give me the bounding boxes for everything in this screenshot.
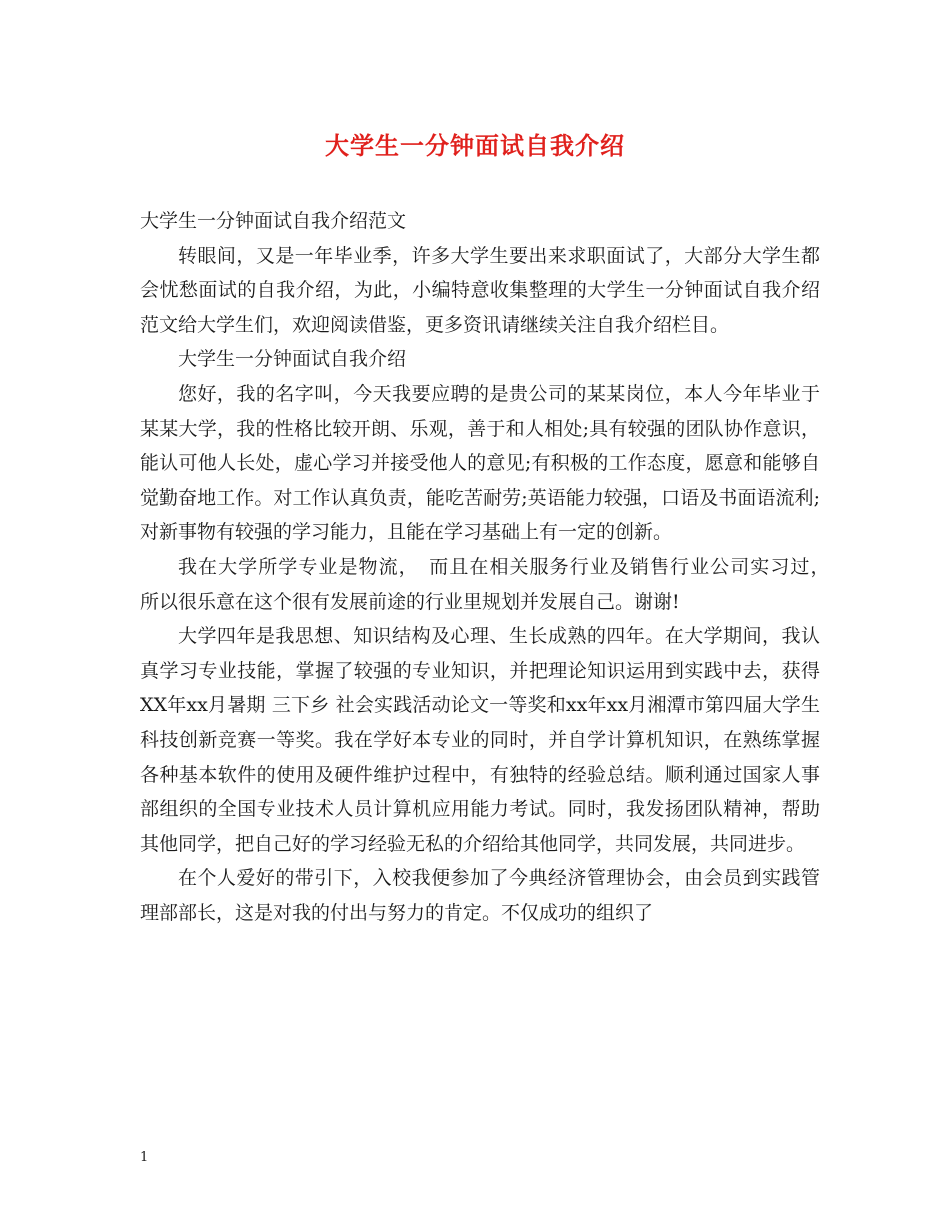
paragraph-major: 我在大学所学专业是物流， 而且在相关服务行业及销售行业公司实习过， 所以很乐意在这个很有发展前途的行业里规划并发展自己。谢谢! — [140, 555, 840, 613]
document-body — [140, 204, 840, 930]
paragraph-intro: 转眼间，又是一年毕业季，许多大学生要出来求职面试了，大部分大学生都会忧愁面试的自我介绍，为此，小编特意收集整理的大学生一分钟面试自我介绍范文给大学生们，欢迎阅读借鉴，更多资讯请继续关注自我介绍栏目。 — [140, 244, 820, 336]
paragraph-hobbies: 在个人爱好的带引下，入校我便参加了今典经济管理协会，由会员到实践管理部部长，这是对我的付出与努力的肯定。不仅成功的组织了 — [140, 867, 820, 924]
paragraph-subtitle: 大学生一分钟面试自我介绍范文 — [140, 210, 407, 232]
paragraph-university-years: 大学四年是我思想、知识结构及心理、生长成熟的四年。在大学期间，我认真学习专业技能，掌握了较强的专业知识，并把理论知识运用到实践中去，获得XX年xx月暑期 三下乡 社会实践活动论文一等奖和xx年xx月湘潭市第四届大学生科技创新竞赛一等奖。我在学好本专业的同时，并自学计算机知识，在熟练掌握各种基本软件的使用及硬件维护过程中，有独特的经验总结。顺利通过国家人事部组织的全国专业技术人员计算机应用能力考试。同时，我发扬团队精神，帮助其他同学，把自己好的学习经验无私的介绍给其他同学，共同发展，共同进步。 — [140, 625, 820, 855]
paragraph-greeting: 您好，我的名字叫，今天我要应聘的是贵公司的某某岗位，本人今年毕业于某某大学，我的性格比较开朗、乐观，善于和人相处;具有较强的团队协作意识，能认可他人长处，虚心学习并接受他人的意见;有积极的工作态度，愿意和能够自觉勤奋地工作。对工作认真负责，能吃苦耐劳;英语能力较强，口语及书面语流利;对新事物有较强的学习能力，且能在学习基础上有一定的创新。 — [140, 382, 820, 544]
paragraph-section-heading: 大学生一分钟面试自我介绍 — [178, 348, 407, 371]
page-number: 1 — [140, 1150, 149, 1165]
document-title: 大学生一分钟面试自我介绍 — [325, 131, 625, 160]
